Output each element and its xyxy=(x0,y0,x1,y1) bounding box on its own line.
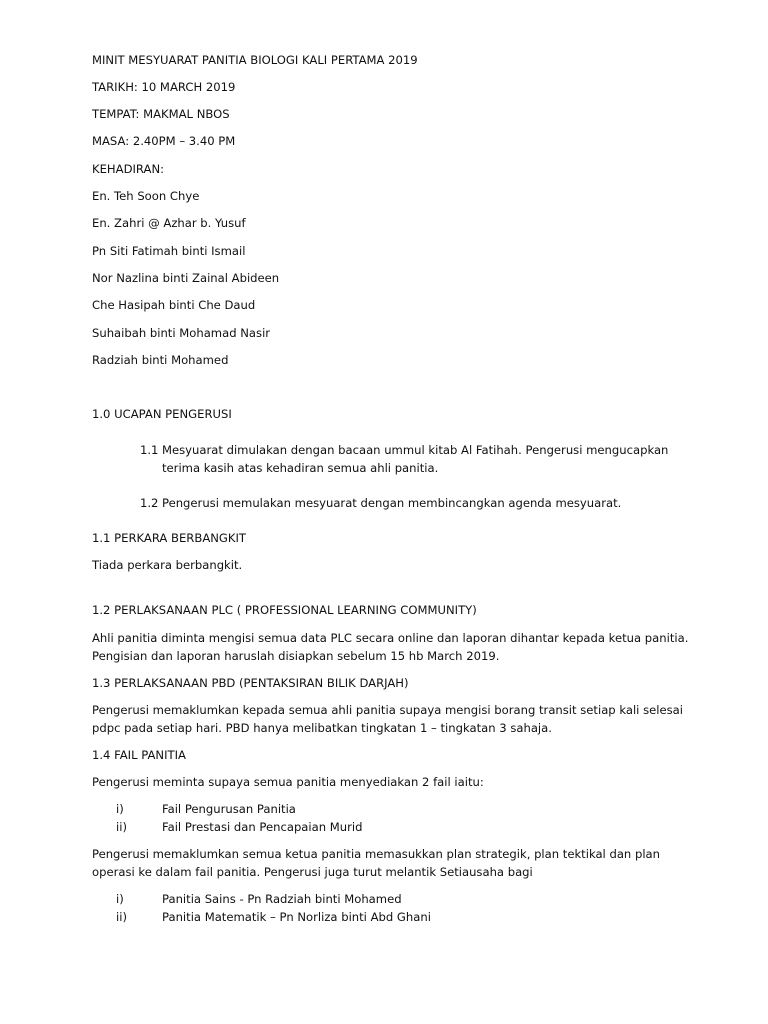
list-item xyxy=(116,818,362,836)
list-marker: i) xyxy=(116,892,124,906)
section-intro: Pengerusi meminta supaya semua panitia menyediakan 2 fail iaitu: xyxy=(92,775,484,789)
attendee-name: En. Zahri @ Azhar b. Yusuf xyxy=(92,216,246,230)
section-heading: 1.0 UCAPAN PENGERUSI xyxy=(92,407,232,421)
section-heading: 1.4 FAIL PANITIA xyxy=(92,748,186,762)
section-body: Tiada perkara berbangkit. xyxy=(92,558,243,572)
attendee-name: En. Teh Soon Chye xyxy=(92,189,200,203)
list-text: Panitia Sains - Pn Radziah binti Mohamed xyxy=(162,892,402,906)
section-body: Ahli panitia diminta mengisi semua data PLC secara online dan laporan dihantar kepada ketua panitia. Pengisian dan laporan haruslah disiapkan sebelum 15 hb March 2019. xyxy=(92,631,689,663)
attendee-name: Pn Siti Fatimah binti Ismail xyxy=(92,244,246,258)
list-item xyxy=(116,890,402,908)
list-item xyxy=(116,908,431,926)
section-heading: 1.1 PERKARA BERBANGKIT xyxy=(92,531,247,545)
list-text: Panitia Matematik – Pn Norliza binti Abd Ghani xyxy=(162,910,431,924)
item-text: Mesyuarat dimulakan dengan bacaan ummul kitab Al Fatihah. Pengerusi mengucapkan terima kasih atas kehadiran semua ahli panitia. xyxy=(162,443,669,475)
attendee-name: Suhaibah binti Mohamad Nasir xyxy=(92,326,271,340)
list-marker: ii) xyxy=(116,910,127,924)
list-text: Fail Prestasi dan Pencapaian Murid xyxy=(162,820,363,834)
section-body: Pengerusi memaklumkan kepada semua ahli panitia supaya mengisi borang transit setiap kali selesai pdpc pada setiap hari. PBD hanya melibatkan tingkatan 1 – tingkatan 3 sahaja. xyxy=(92,703,683,735)
numbered-item xyxy=(140,441,680,477)
attendee-name: Che Hasipah binti Che Daud xyxy=(92,298,256,312)
document-title: MINIT MESYUARAT PANITIA BIOLOGI KALI PERTAMA 2019 xyxy=(92,53,418,67)
section-body: Pengerusi memaklumkan semua ketua panitia memasukkan plan strategik, plan tektikal dan plan operasi ke dalam fail panitia. Pengerusi juga turut melantik Setiausaha bagi xyxy=(92,847,660,879)
meeting-date: TARIKH: 10 MARCH 2019 xyxy=(92,80,236,94)
attendee-name: Nor Nazlina binti Zainal Abideen xyxy=(92,271,280,285)
list-marker: i) xyxy=(116,802,124,816)
section-heading: 1.2 PERLAKSANAAN PLC ( PROFESSIONAL LEARNING COMMUNITY) xyxy=(92,603,477,617)
list-item xyxy=(116,800,296,818)
section-heading: 1.3 PERLAKSANAAN PBD (PENTAKSIRAN BILIK DARJAH) xyxy=(92,676,409,690)
item-number: 1.2 xyxy=(140,496,159,510)
list-marker: ii) xyxy=(116,820,127,834)
list-text: Fail Pengurusan Panitia xyxy=(162,802,296,816)
attendee-name: Radziah binti Mohamed xyxy=(92,353,229,367)
item-text: Pengerusi memulakan mesyuarat dengan membincangkan agenda mesyuarat. xyxy=(162,496,622,510)
meeting-venue: TEMPAT: MAKMAL NBOS xyxy=(92,107,230,121)
meeting-time: MASA: 2.40PM – 3.40 PM xyxy=(92,134,236,148)
item-number: 1.1 xyxy=(140,443,159,457)
attendance-label: KEHADIRAN: xyxy=(92,162,165,176)
numbered-item xyxy=(140,494,680,512)
